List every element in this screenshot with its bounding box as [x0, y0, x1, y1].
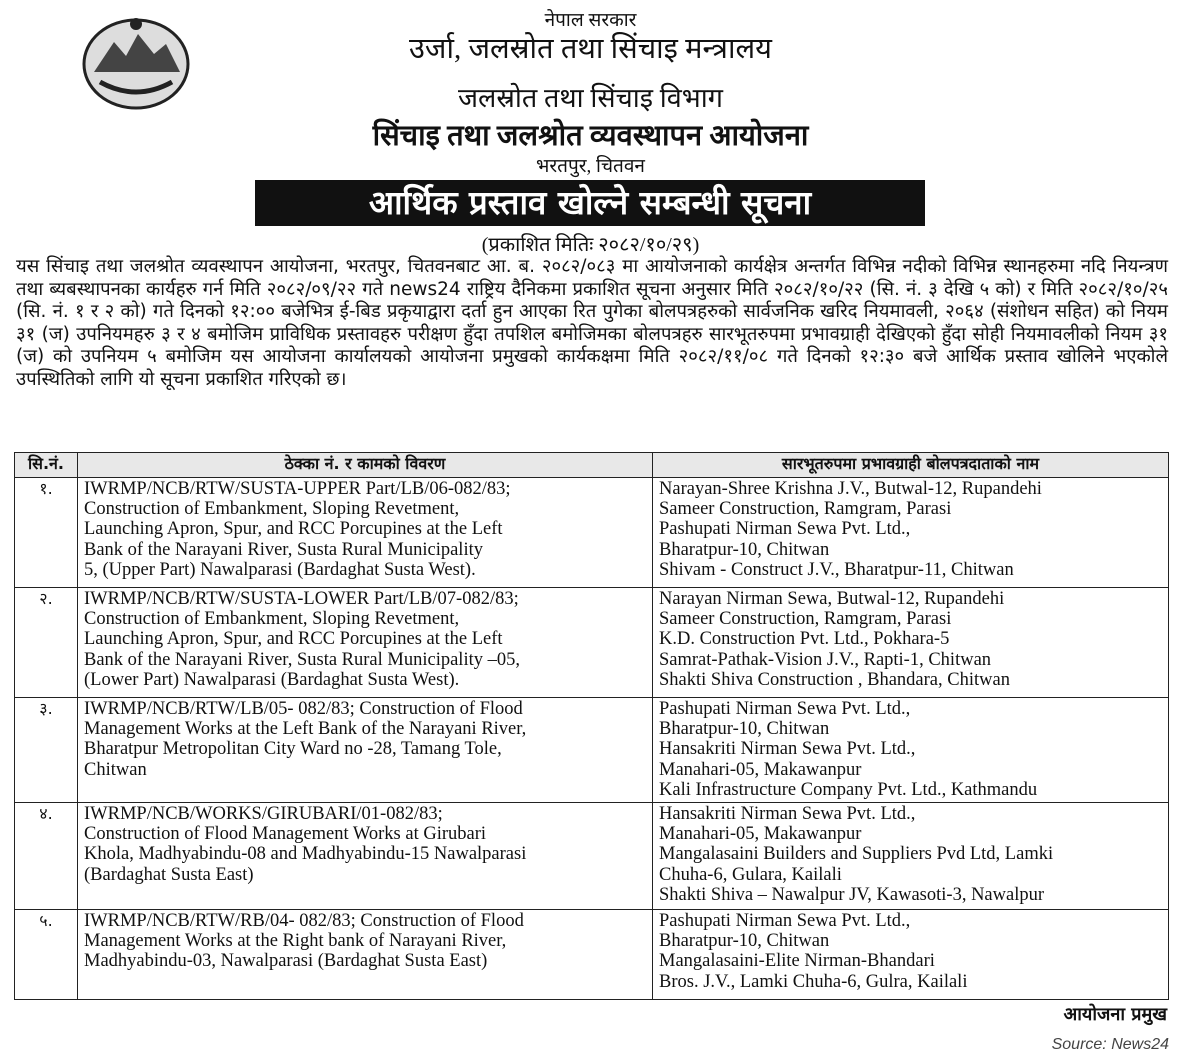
bidder-line: Shakti Shiva Construction , Bhandara, Chitwan — [659, 669, 1010, 690]
source-credit: Source: News24 — [1051, 1036, 1169, 1053]
serial-number-cell: ५. — [15, 910, 78, 1000]
bidder-line: Kali Infrastructure Company Pvt. Ltd., Kathmandu — [659, 779, 1038, 800]
government-name: नेपाल सरकार — [544, 10, 637, 31]
work-line: Bank of the Narayani River, Susta Rural Municipality –05, — [84, 649, 520, 670]
table-header-row — [15, 453, 1169, 478]
header-work: ठेक्का नं. र कामको विवरण — [78, 453, 653, 478]
bidder-line: Sameer Construction, Ramgram, Parasi — [659, 609, 952, 630]
bidders-cell — [653, 478, 1169, 588]
work-line: Bank of the Narayani River, Susta Rural Municipality — [84, 539, 483, 560]
work-line: (Bardaghat Susta East) — [84, 864, 254, 885]
table-row — [15, 803, 1169, 910]
bidder-line: Shakti Shiva – Nawalpur JV, Kawasoti-3, Nawalpur — [659, 884, 1045, 905]
bidder-line: K.D. Construction Pvt. Ltd., Pokhara-5 — [659, 629, 950, 650]
serial-number-cell: ३. — [15, 698, 78, 803]
work-line: Chitwan — [84, 759, 147, 780]
serial-number-cell: ४. — [15, 803, 78, 910]
published-date: (प्रकाशित मितिः २०८२/१०/२९) — [481, 234, 700, 256]
bidder-line: Manahari-05, Makawanpur — [659, 759, 862, 780]
bidders-cell — [653, 698, 1169, 803]
work-line: Construction of Flood Management Works at Girubari — [84, 824, 487, 845]
work-description-cell — [78, 910, 653, 1000]
work-line: Construction of Embankment, Sloping Revetment, — [84, 499, 460, 520]
bidder-line: Mangalasaini Builders and Suppliers Pvd Ltd, Lamki — [659, 844, 1054, 865]
bidder-line: Bharatpur-10, Chitwan — [659, 719, 830, 740]
bidder-line: Mangalasaini-Elite Nirman-Bhandari — [659, 951, 935, 972]
table-row — [15, 910, 1169, 1000]
bidder-line: Chuha-6, Gulara, Kailali — [659, 864, 842, 885]
bidder-line: Hansakriti Nirman Sewa Pvt. Ltd., — [659, 739, 916, 760]
department-name: जलस्रोत तथा सिंचाइ विभाग — [458, 83, 723, 113]
table-row — [15, 698, 1169, 803]
work-line: Launching Apron, Spur, and RCC Porcupines at the Left — [84, 629, 503, 650]
bidders-cell — [653, 588, 1169, 698]
work-description-cell — [78, 698, 653, 803]
serial-number-cell: १. — [15, 478, 78, 588]
signature-title: आयोजना प्रमुख — [1063, 1004, 1167, 1025]
bidder-line: Narayan Nirman Sewa, Butwal-12, Rupandehi — [659, 589, 1005, 609]
work-line: Khola, Madhyabindu-08 and Madhyabindu-15 Nawalparasi — [84, 844, 527, 865]
work-line: 5, (Upper Part) Nawalparasi (Bardaghat Susta West). — [84, 559, 476, 580]
work-description-cell — [78, 588, 653, 698]
header-sn: सि.नं. — [15, 453, 78, 478]
bidder-line: Manahari-05, Makawanpur — [659, 824, 862, 845]
ministry-name: उर्जा, जलस्रोत तथा सिंचाइ मन्त्रालय — [409, 33, 772, 65]
work-line: IWRMP/NCB/RTW/SUSTA-UPPER Part/LB/06-082/83; — [84, 479, 511, 499]
work-line: IWRMP/NCB/RTW/RB/04- 082/83; Construction of Flood — [84, 911, 524, 931]
bidder-line: Bharatpur-10, Chitwan — [659, 931, 830, 952]
serial-number-cell: २. — [15, 588, 78, 698]
bidder-line: Narayan-Shree Krishna J.V., Butwal-12, Rupandehi — [659, 479, 1042, 499]
work-line: (Lower Part) Nawalparasi (Bardaghat Susta West). — [84, 669, 460, 690]
work-line: IWRMP/NCB/RTW/LB/05- 082/83; Construction of Flood — [84, 699, 523, 719]
table-row — [15, 588, 1169, 698]
bidders-cell — [653, 803, 1169, 910]
work-line: Launching Apron, Spur, and RCC Porcupines at the Left — [84, 519, 503, 540]
work-line: Construction of Embankment, Sloping Revetment, — [84, 609, 460, 630]
bidder-line: Bharatpur-10, Chitwan — [659, 539, 830, 560]
project-location: भरतपुर, चितवन — [536, 156, 645, 177]
work-line: IWRMP/NCB/RTW/SUSTA-LOWER Part/LB/07-082/83; — [84, 589, 519, 609]
header-bidders: सारभूतरुपमा प्रभावग्राही बोलपत्रदाताको नाम — [653, 453, 1169, 478]
notice-body: यस सिंचाइ तथा जलश्रोत व्यवस्थापन आयोजना, भरतपुर, चितवनबाट आ. ब. २०८२/०८३ मा आयोजनाको कार्यक्षेत्र अन्तर्गत विभिन्न नदीको विभिन्न स्थानहरुमा नदि नियन्त्रण तथा ब्यबस्थापनका कार्यहरु गर्न मिति २०८२/०९/२२ गते news24 राष्ट्रिय दैनिकमा प्रकाशित सूचना अनुसार मिति २०८२/१०/२२ (सि. नं. ३ देखि ५ को) र मिति २०८२/१०/२५ (सि. नं. १ र २ को) गते दिनको १२:०० बजेभित्र ई-बिड प्रकृयाद्वारा दर्ता हुन आएका रित पुगेका बोलपत्रहरुको सार्वजनिक खरिद नियमावली, २०६४ (संशोधन सहित) को नियम ३१ (ज) उपनियमहरु ३ र ४ बमोजिम प्राविधिक प्रस्तावहरु परीक्षण हुँदा तपशिल बमोजिमका बोलपत्रहरु सारभूतरुपमा प्रभावग्राही देखिएको हुँदा सोही नियमावलीको नियम ३१ (ज) को उपनियम ५ बमोजिम यस आयोजना कार्यालयको आयोजना प्रमुखको कार्यकक्षमा मिति २०८२/११/०८ गते दिनको १२:३० बजे आर्थिक प्रस्ताव खोलिने भएकोले उपस्थितिको लागि यो सूचना प्रकाशित गरिएको छ। — [16, 256, 1168, 390]
work-description-cell — [78, 478, 653, 588]
bidder-line: Pashupati Nirman Sewa Pvt. Ltd., — [659, 519, 911, 540]
bidder-line: Hansakriti Nirman Sewa Pvt. Ltd., — [659, 804, 916, 824]
notice-title: आर्थिक प्रस्ताव खोल्ने सम्बन्धी सूचना — [255, 180, 925, 226]
work-description-cell — [78, 803, 653, 910]
bidder-line: Shivam - Construct J.V., Bharatpur-11, Chitwan — [659, 559, 1014, 580]
table-row — [15, 478, 1169, 588]
work-line: IWRMP/NCB/WORKS/GIRUBARI/01-082/83; — [84, 804, 443, 824]
bid-table — [14, 452, 1169, 1000]
bidder-line: Pashupati Nirman Sewa Pvt. Ltd., — [659, 911, 911, 931]
bidder-line: Pashupati Nirman Sewa Pvt. Ltd., — [659, 699, 911, 719]
project-name: सिंचाइ तथा जलश्रोत व्यवस्थापन आयोजना — [372, 120, 809, 152]
bidder-line: Sameer Construction, Ramgram, Parasi — [659, 499, 952, 520]
work-line: Bharatpur Metropolitan City Ward no -28, Tamang Tole, — [84, 739, 502, 760]
bidder-line: Samrat-Pathak-Vision J.V., Rapti-1, Chitwan — [659, 649, 992, 670]
work-line: Madhyabindu-03, Nawalparasi (Bardaghat Susta East) — [84, 951, 488, 972]
work-line: Management Works at the Right bank of Narayani River, — [84, 931, 507, 952]
bidder-line: Bros. J.V., Lamki Chuha-6, Gulra, Kailali — [659, 971, 968, 992]
bidders-cell — [653, 910, 1169, 1000]
work-line: Management Works at the Left Bank of the Narayani River, — [84, 719, 527, 740]
